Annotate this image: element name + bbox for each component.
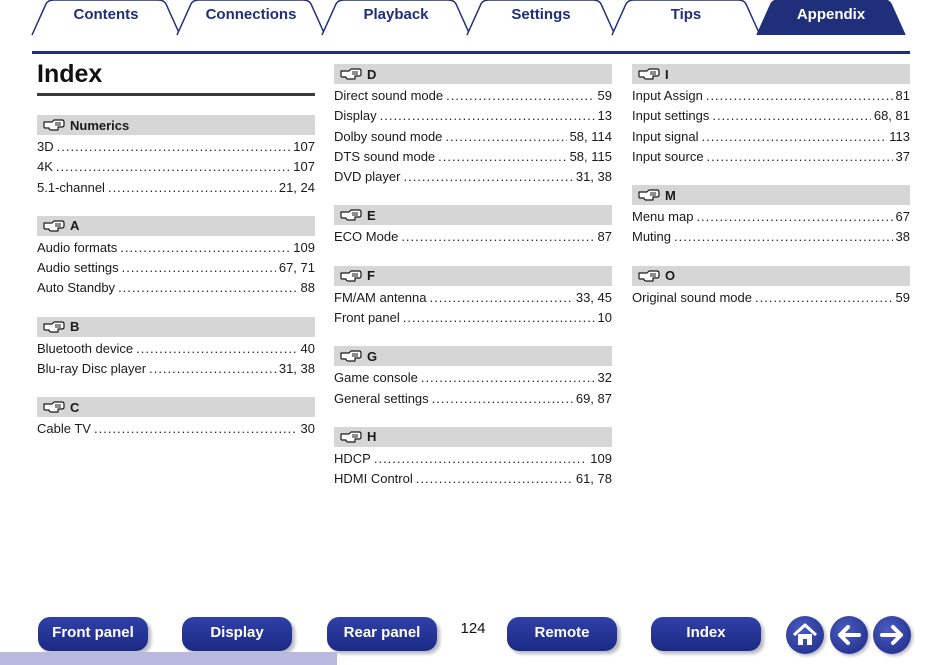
arrow-right-icon xyxy=(873,616,911,654)
home-icon xyxy=(786,616,824,654)
index-section xyxy=(334,346,612,409)
entry-label[interactable]: Audio settings xyxy=(37,260,119,276)
index-entry[interactable] xyxy=(632,147,910,167)
leader-dots xyxy=(56,157,290,177)
leader-dots xyxy=(430,288,573,308)
entry-label[interactable]: Game console xyxy=(334,370,418,386)
entry-pages[interactable]: 61, 78 xyxy=(575,471,612,487)
entry-pages[interactable]: 31, 38 xyxy=(575,169,612,185)
entry-label[interactable]: DTS sound mode xyxy=(334,148,436,164)
section-heading-label: D xyxy=(367,66,377,82)
section-heading xyxy=(37,115,315,135)
entry-label[interactable]: Blu-ray Disc player xyxy=(37,361,147,377)
tab-label: Playback xyxy=(363,6,429,23)
pointing-hand-icon xyxy=(340,68,362,80)
entry-pages[interactable]: 87 xyxy=(597,229,612,245)
leader-dots xyxy=(432,389,573,409)
index-entry[interactable] xyxy=(37,157,315,177)
index-column-1 xyxy=(37,115,315,458)
leader-dots xyxy=(401,227,594,247)
tab-tips[interactable] xyxy=(612,0,760,34)
leader-dots xyxy=(108,178,276,198)
index-entry[interactable] xyxy=(334,127,612,147)
entry-pages[interactable]: 109 xyxy=(293,239,315,255)
entry-pages[interactable]: 13 xyxy=(597,108,612,124)
index-entry[interactable] xyxy=(37,238,315,258)
index-entry[interactable] xyxy=(334,147,612,167)
index-section xyxy=(334,266,612,329)
leader-dots xyxy=(446,86,594,106)
index-entry[interactable] xyxy=(632,207,910,227)
entry-label[interactable]: 5.1-channel xyxy=(37,179,105,195)
tab-label: Tips xyxy=(670,6,702,23)
front-panel-button[interactable]: Front panel xyxy=(38,617,148,651)
entry-label[interactable]: Auto Standby xyxy=(37,280,116,296)
pointing-hand-icon xyxy=(638,270,660,282)
index-entry[interactable] xyxy=(632,86,910,106)
tab-label: Connections xyxy=(205,6,297,23)
index-section xyxy=(334,427,612,490)
pointing-hand-icon xyxy=(638,189,660,201)
index-entry[interactable] xyxy=(334,86,612,106)
index-entry[interactable] xyxy=(334,227,612,247)
section-heading-label: M xyxy=(665,187,676,203)
bottom-progress-bar xyxy=(0,652,337,665)
index-section xyxy=(37,317,315,380)
leader-dots xyxy=(374,449,587,469)
pointing-hand-icon xyxy=(43,321,65,333)
section-heading xyxy=(37,317,315,337)
index-entry[interactable] xyxy=(632,227,910,247)
leader-dots xyxy=(712,106,871,126)
entry-pages[interactable]: 69, 87 xyxy=(575,390,612,406)
section-heading-label: E xyxy=(367,207,376,223)
entry-label[interactable]: Input settings xyxy=(632,108,710,124)
leader-dots xyxy=(57,137,291,157)
entry-label[interactable]: Input source xyxy=(632,148,704,164)
tabs-underline xyxy=(32,51,910,54)
index-entry[interactable] xyxy=(334,449,612,469)
entry-label[interactable]: FM/AM antenna xyxy=(334,289,427,305)
index-section xyxy=(632,266,910,308)
index-section xyxy=(37,216,315,299)
index-section xyxy=(632,64,910,167)
next-page-button[interactable] xyxy=(873,616,911,654)
entry-pages[interactable]: 30 xyxy=(300,421,315,437)
pointing-hand-icon xyxy=(43,119,65,131)
section-heading-label: I xyxy=(665,66,669,82)
entry-label[interactable]: Bluetooth device xyxy=(37,340,134,356)
entry-pages[interactable]: 58, 115 xyxy=(569,148,612,164)
entry-pages[interactable]: 109 xyxy=(590,450,612,466)
section-heading xyxy=(632,266,910,286)
section-heading-label: Numerics xyxy=(70,117,130,133)
section-heading xyxy=(37,397,315,417)
entry-label[interactable]: Audio formats xyxy=(37,239,118,255)
entry-pages[interactable]: 113 xyxy=(889,128,910,144)
tab-label: Contents xyxy=(73,6,139,23)
entry-pages[interactable]: 59 xyxy=(895,289,910,305)
entry-label[interactable]: Input Assign xyxy=(632,88,703,103)
entry-label[interactable]: Input signal xyxy=(632,128,699,144)
entry-label[interactable]: ECO Mode xyxy=(334,229,399,245)
leader-dots xyxy=(380,106,595,126)
entry-pages[interactable]: 10 xyxy=(597,310,612,326)
leader-dots xyxy=(438,147,566,167)
leader-dots xyxy=(122,258,276,278)
index-entry[interactable] xyxy=(37,359,315,379)
entry-label[interactable]: 3D xyxy=(37,139,54,154)
index-entry[interactable] xyxy=(334,167,612,187)
entry-label[interactable]: Cable TV xyxy=(37,421,91,437)
section-heading-label: A xyxy=(70,218,80,234)
section-heading-label: C xyxy=(70,399,80,415)
entry-pages[interactable]: 59 xyxy=(597,88,612,103)
rear-panel-button[interactable]: Rear panel xyxy=(327,617,437,651)
tab-label: Appendix xyxy=(796,6,866,23)
entry-pages[interactable]: 67, 71 xyxy=(278,260,315,276)
entry-pages[interactable]: 40 xyxy=(300,340,315,356)
index-entry[interactable] xyxy=(632,288,910,308)
leader-dots xyxy=(403,308,595,328)
pointing-hand-icon xyxy=(43,401,65,413)
index-entry[interactable] xyxy=(632,127,910,147)
leader-dots xyxy=(149,359,276,379)
leader-dots xyxy=(403,167,572,187)
section-heading xyxy=(334,64,612,84)
index-button[interactable]: Index xyxy=(651,617,761,651)
index-entry[interactable] xyxy=(37,137,315,157)
leader-dots xyxy=(421,368,595,388)
index-section xyxy=(37,397,315,439)
section-heading-label: G xyxy=(367,348,378,364)
index-entry[interactable] xyxy=(37,178,315,198)
entry-label[interactable]: HDMI Control xyxy=(334,471,413,487)
section-heading xyxy=(37,216,315,236)
leader-dots xyxy=(118,278,297,298)
index-entry[interactable] xyxy=(334,368,612,388)
display-button[interactable]: Display xyxy=(182,617,292,651)
section-heading xyxy=(632,64,910,84)
leader-dots xyxy=(706,86,893,106)
entry-pages[interactable]: 38 xyxy=(895,229,910,245)
entry-pages[interactable]: 37 xyxy=(895,148,910,164)
index-entry[interactable] xyxy=(37,419,315,439)
entry-pages[interactable]: 88 xyxy=(300,280,315,296)
entry-label[interactable]: Dolby sound mode xyxy=(334,128,443,144)
arrow-left-icon xyxy=(830,616,868,654)
entry-label[interactable]: 4K xyxy=(37,159,53,175)
index-section xyxy=(632,185,910,248)
entry-label[interactable]: Original sound mode xyxy=(632,289,752,305)
leader-dots xyxy=(445,127,566,147)
entry-pages[interactable]: 107 xyxy=(293,139,315,154)
entry-label[interactable]: HDCP xyxy=(334,450,371,466)
pointing-hand-icon xyxy=(340,431,362,443)
entry-pages[interactable]: 33, 45 xyxy=(575,289,612,305)
entry-label[interactable]: Muting xyxy=(632,229,672,245)
leader-dots xyxy=(696,207,892,227)
index-entry[interactable] xyxy=(334,389,612,409)
tab-contents[interactable] xyxy=(32,0,180,34)
tab-appendix[interactable] xyxy=(757,0,905,34)
section-heading-label: F xyxy=(367,268,375,284)
tab-label: Settings xyxy=(511,6,571,23)
page-title: Index xyxy=(37,60,103,88)
entry-pages[interactable]: 32 xyxy=(597,370,612,386)
entry-label[interactable]: General settings xyxy=(334,390,429,406)
index-entry[interactable] xyxy=(37,339,315,359)
tab-connections[interactable] xyxy=(177,0,325,34)
section-heading-label: O xyxy=(665,268,676,284)
leader-dots xyxy=(94,419,298,439)
section-heading-label: H xyxy=(367,429,377,445)
entry-label[interactable]: Menu map xyxy=(632,209,694,225)
index-section xyxy=(37,115,315,198)
pointing-hand-icon xyxy=(340,350,362,362)
tab-settings[interactable] xyxy=(467,0,615,34)
index-entry[interactable] xyxy=(37,258,315,278)
leader-dots xyxy=(120,238,290,258)
index-entry[interactable] xyxy=(334,106,612,126)
index-column-3 xyxy=(632,64,910,326)
index-entry[interactable] xyxy=(37,278,315,298)
index-entry[interactable] xyxy=(334,308,612,328)
pointing-hand-icon xyxy=(340,209,362,221)
section-heading xyxy=(334,427,612,447)
entry-pages[interactable]: 67 xyxy=(895,209,910,225)
entry-pages[interactable]: 68, 81 xyxy=(873,108,910,124)
previous-page-button[interactable] xyxy=(830,616,868,654)
leader-dots xyxy=(702,127,887,147)
leader-dots xyxy=(755,288,893,308)
entry-pages[interactable]: 31, 38 xyxy=(278,361,315,377)
leader-dots xyxy=(416,469,573,489)
section-heading-label: B xyxy=(70,319,80,335)
index-entry[interactable] xyxy=(334,469,612,489)
entry-label[interactable]: Direct sound mode xyxy=(334,88,444,103)
home-button[interactable] xyxy=(786,616,824,654)
section-heading xyxy=(334,266,612,286)
page-number: 124 xyxy=(460,620,486,637)
section-heading xyxy=(632,185,910,205)
section-heading xyxy=(334,205,612,225)
entry-pages[interactable]: 21, 24 xyxy=(278,179,315,195)
index-entry[interactable] xyxy=(334,288,612,308)
index-entry[interactable] xyxy=(632,106,910,126)
entry-label[interactable]: Display xyxy=(334,108,377,124)
leader-dots xyxy=(707,147,893,167)
entry-pages[interactable]: 107 xyxy=(293,159,315,175)
index-section xyxy=(334,64,612,187)
entry-pages[interactable]: 81 xyxy=(895,88,910,103)
remote-button[interactable]: Remote xyxy=(507,617,617,651)
entry-label[interactable]: Front panel xyxy=(334,310,400,326)
pointing-hand-icon xyxy=(43,220,65,232)
leader-dots xyxy=(674,227,893,247)
pointing-hand-icon xyxy=(340,270,362,282)
pointing-hand-icon xyxy=(638,68,660,80)
section-heading xyxy=(334,346,612,366)
index-column-2 xyxy=(334,64,612,508)
entry-pages[interactable]: 58, 114 xyxy=(569,128,612,144)
leader-dots xyxy=(136,339,297,359)
index-section xyxy=(334,205,612,247)
entry-label[interactable]: DVD player xyxy=(334,169,401,185)
tab-playback[interactable] xyxy=(322,0,470,34)
title-rule xyxy=(37,93,315,96)
